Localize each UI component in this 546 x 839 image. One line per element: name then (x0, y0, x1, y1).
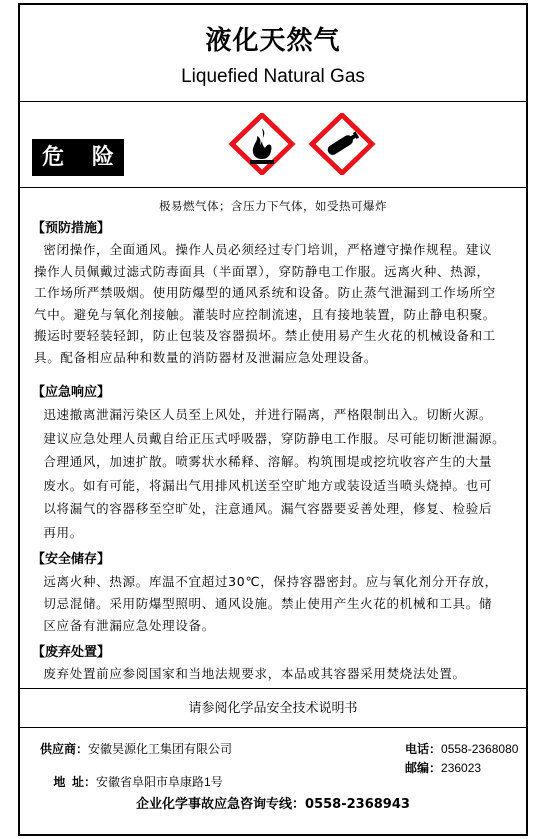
flame-icon (232, 115, 292, 173)
text-line: 废水。如有可能，将漏出气用排风机送至空旷地方或装设适当喷头烧掉。也可 (34, 477, 493, 493)
address-label: 地 址： (53, 775, 97, 789)
section-title-response: 【应急响应】 (32, 385, 111, 400)
supplier-label: 供应商： (40, 742, 89, 756)
emergency-hotline (20, 793, 526, 812)
divider (20, 688, 526, 689)
sds-reference: 请参阅化学品安全技术说明书 (188, 700, 358, 715)
divider (20, 187, 526, 188)
text-line: 搬运时要轻装轻卸，防止包装及容器损坏。禁止使用易产生火花的机械设备和工 (34, 328, 497, 343)
section-text-response (34, 403, 518, 544)
supplier-row (40, 740, 232, 757)
text-line: 密闭操作，全面通风。操作人员必须经过专门培训，严格遵守操作规程。建议 (34, 242, 493, 257)
text-line: 再用。 (34, 524, 83, 540)
text-line: 合理通风，加速扩散。喷雾状水稀释、溶解。构筑围堤或挖坑收容产生的大量 (34, 454, 493, 469)
text-line: 操作人员佩戴过滤式防毒面具（半面罩），穿防静电工作服。远离火种、热源， (34, 263, 490, 279)
address-value: 安徽省阜阳市阜康路1号 (96, 775, 223, 789)
postcode-row (405, 759, 481, 776)
text-line: 废弃处置前应参阅国家和当地法规要求，本品或其容器采用焚烧法处置。 (34, 666, 466, 681)
text-line: 迅速撤离泄漏污染区人员至上风处，并进行隔离，严格限制出入。切断火源。 (34, 407, 493, 422)
postcode-value: 236023 (441, 761, 482, 775)
section-text-disposal (34, 664, 518, 684)
divider (20, 101, 526, 102)
text-line: 以将漏气的容器移至空旷处，注意通风。漏气容器要妥善处理，修复、检验后 (34, 501, 493, 516)
product-name-cn: 液化天然气 (205, 26, 341, 56)
section-text-storage (34, 571, 518, 637)
postcode-label: 邮编： (405, 761, 442, 775)
phone-label: 电话： (405, 742, 442, 756)
phone-value: 0558-2368080 (441, 742, 519, 756)
text-line: 工作场所严禁吸烟。使用防爆型的通风系统和设备。防止蒸气泄漏到工作场所空 (34, 285, 497, 300)
hazard-statement: 极易燃气体；含压力下气体，如受热可爆炸 (159, 199, 387, 213)
section-title-disposal: 【废弃处置】 (32, 645, 111, 660)
supplier-name: 安徽昊源化工集团有限公司 (88, 742, 233, 756)
gas-cylinder-icon (312, 115, 372, 173)
hotline-label: 企业化学事故应急咨询专线： (136, 797, 306, 812)
section-text-precaution (34, 239, 518, 368)
ghs-label (18, 3, 528, 836)
signal-word: 危 险 (32, 139, 124, 176)
section-title-storage: 【安全储存】 (32, 552, 111, 567)
phone-row (405, 740, 518, 757)
hazard-pictograms (228, 113, 384, 175)
section-title-precaution: 【预防措施】 (32, 221, 111, 236)
text-line: 区应备有泄漏应急处理设备。 (34, 618, 215, 633)
text-line: 建议应急处理人员戴自给正压式呼吸器，穿防静电工作服。尽可能切断泄漏源。 (34, 430, 506, 446)
product-name-en: Liquefied Natural Gas (181, 66, 365, 87)
text-line: 远离火种、热源。库温不宜超过30℃，保持容器密封。应与氧化剂分开存放， (34, 574, 498, 589)
hotline-number: 0558-2368943 (305, 797, 410, 812)
divider (20, 727, 526, 728)
text-line: 具。配备相应品种和数量的消防器材及泄漏应急处理设备。 (34, 349, 378, 365)
text-line: 气中。避免与氧化剂接触。灌装时应控制流速，且有接地装置，防止静电积聚。 (34, 306, 497, 322)
text-line: 切忌混储。采用防爆型照明、通风设施。禁止使用产生火花的机械和工具。储 (34, 596, 493, 611)
